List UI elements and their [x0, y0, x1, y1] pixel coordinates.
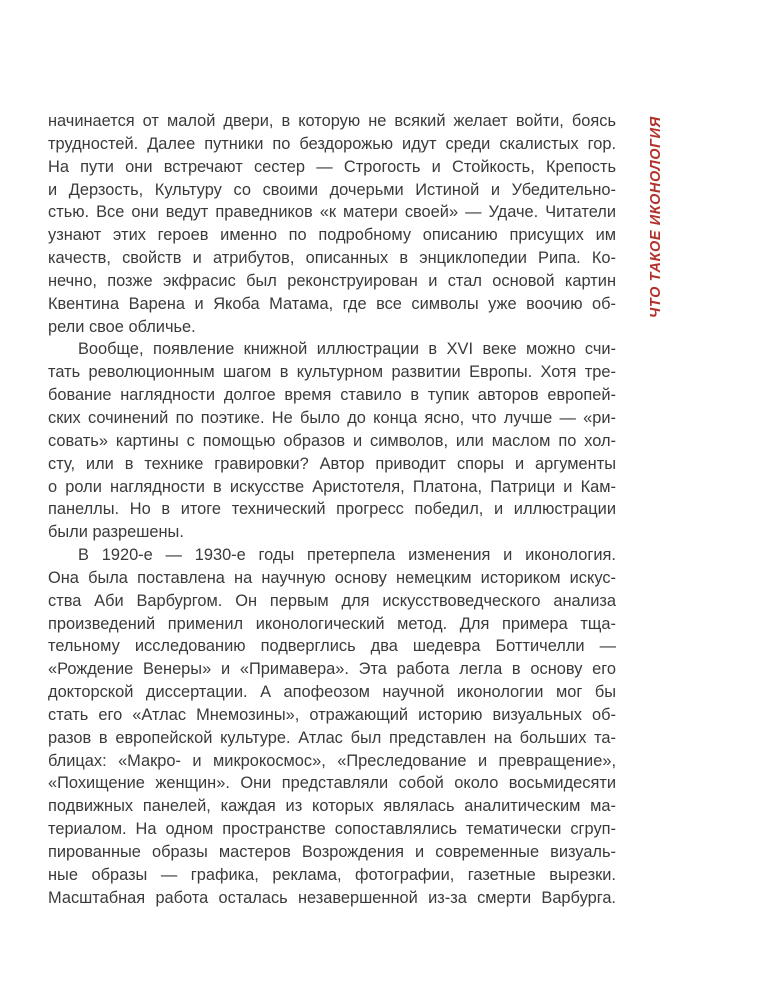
text-line: трудностей. Далее путники по бездорожью идут среди скалистых гор.: [48, 134, 616, 153]
text-line: совать» картины с помощью образов и символов, или маслом по хол-: [48, 431, 616, 450]
text-line: «Похищение женщин». Они представляли собой около восьмидесяти: [48, 774, 616, 793]
text-line: начинается от малой двери, в которую не всякий желает войти, боясь: [48, 112, 616, 130]
text-line: и Дерзость, Культуру со своими дочерьми Истиной и Убедительно-: [48, 180, 616, 199]
text-line: были разрешены.: [48, 523, 184, 542]
text-line: о роли наглядности в искусстве Аристотеля, Платона, Патрици и Кам-: [48, 477, 616, 496]
text-line: пированные образы мастеров Возрождения и современные визуаль-: [48, 843, 616, 861]
text-line: В 1920-е — 1930-е годы претерпела изменения и иконология.: [78, 546, 616, 565]
text-line: ства Аби Варбургом. Он первым для искусствоведческого анализа: [48, 591, 616, 610]
text-line: нечно, позже экфрасис был реконструирован и стал основой картин: [48, 271, 616, 290]
text-line: стать его «Атлас Мнемозины», отражающий историю визуальных об-: [48, 705, 616, 724]
text-line: узнают этих героев именно по подробному описанию присущих им: [48, 226, 616, 245]
text-line: блицах: «Макро- и микрокосмос», «Преследование и превращение»,: [48, 751, 616, 770]
text-line: На пути они встречают сестер — Строгость и Стойкость, Крепость: [48, 157, 616, 176]
text-line: произведений применил иконологический метод. Для примера тща-: [48, 614, 616, 633]
text-line: «Рождение Венеры» и «Примавера». Эта работа легла в основу его: [48, 660, 616, 679]
text-line: качеств, свойств и атрибутов, описанных в энциклопедии Рипа. Ко-: [48, 249, 616, 268]
text-line: Вообще, появление книжной иллюстрации в XVI веке можно счи-: [78, 340, 616, 359]
text-line: Квентина Варена и Якоба Матама, где все символы уже воочию об-: [48, 294, 616, 313]
text-line: панеллы. Но в итоге технический прогресс победил, и иллюстрации: [48, 500, 616, 519]
text-line: ских сочинений по поэтике. Не было до конца ясно, что лучше — «ри-: [48, 408, 616, 427]
text-line: тать революционным шагом в культурном развитии Европы. Хотя тре-: [48, 363, 616, 382]
text-line: сту, или в технике гравировки? Автор приводит споры и аргументы: [48, 454, 616, 473]
body-text: [48, 110, 616, 910]
running-head: ЧТО ТАКОЕ ИКОНОЛОГИЯ: [648, 116, 664, 318]
text-line: рели свое обличье.: [48, 317, 196, 336]
text-line: Она была поставлена на научную основу немецким историком искус-: [48, 568, 616, 587]
text-line: Масштабная работа осталась незавершенной из-за смерти Варбурга.: [48, 888, 616, 907]
text-line: докторской диссертации. А апофеозом научной иконологии мог бы: [48, 683, 616, 702]
text-line: разов в европейской культуре. Атлас был представлен на больших та-: [48, 728, 616, 747]
text-line: ные образы — графика, реклама, фотографии, газетные вырезки.: [48, 865, 616, 884]
text-line: бование наглядности долгое время ставило в тупик авторов европей-: [48, 386, 616, 405]
text-line: подвижных панелей, каждая из которых являлась аналитическим ма-: [48, 797, 616, 816]
text-line: тельному исследованию подверглись два шедевра Боттичелли —: [48, 637, 616, 656]
text-line: териалом. На одном пространстве сопоставлялись тематически сгруп-: [48, 820, 616, 839]
text-line: стью. Все они ведут праведников «к матери своей» — Удаче. Читатели: [48, 203, 616, 222]
